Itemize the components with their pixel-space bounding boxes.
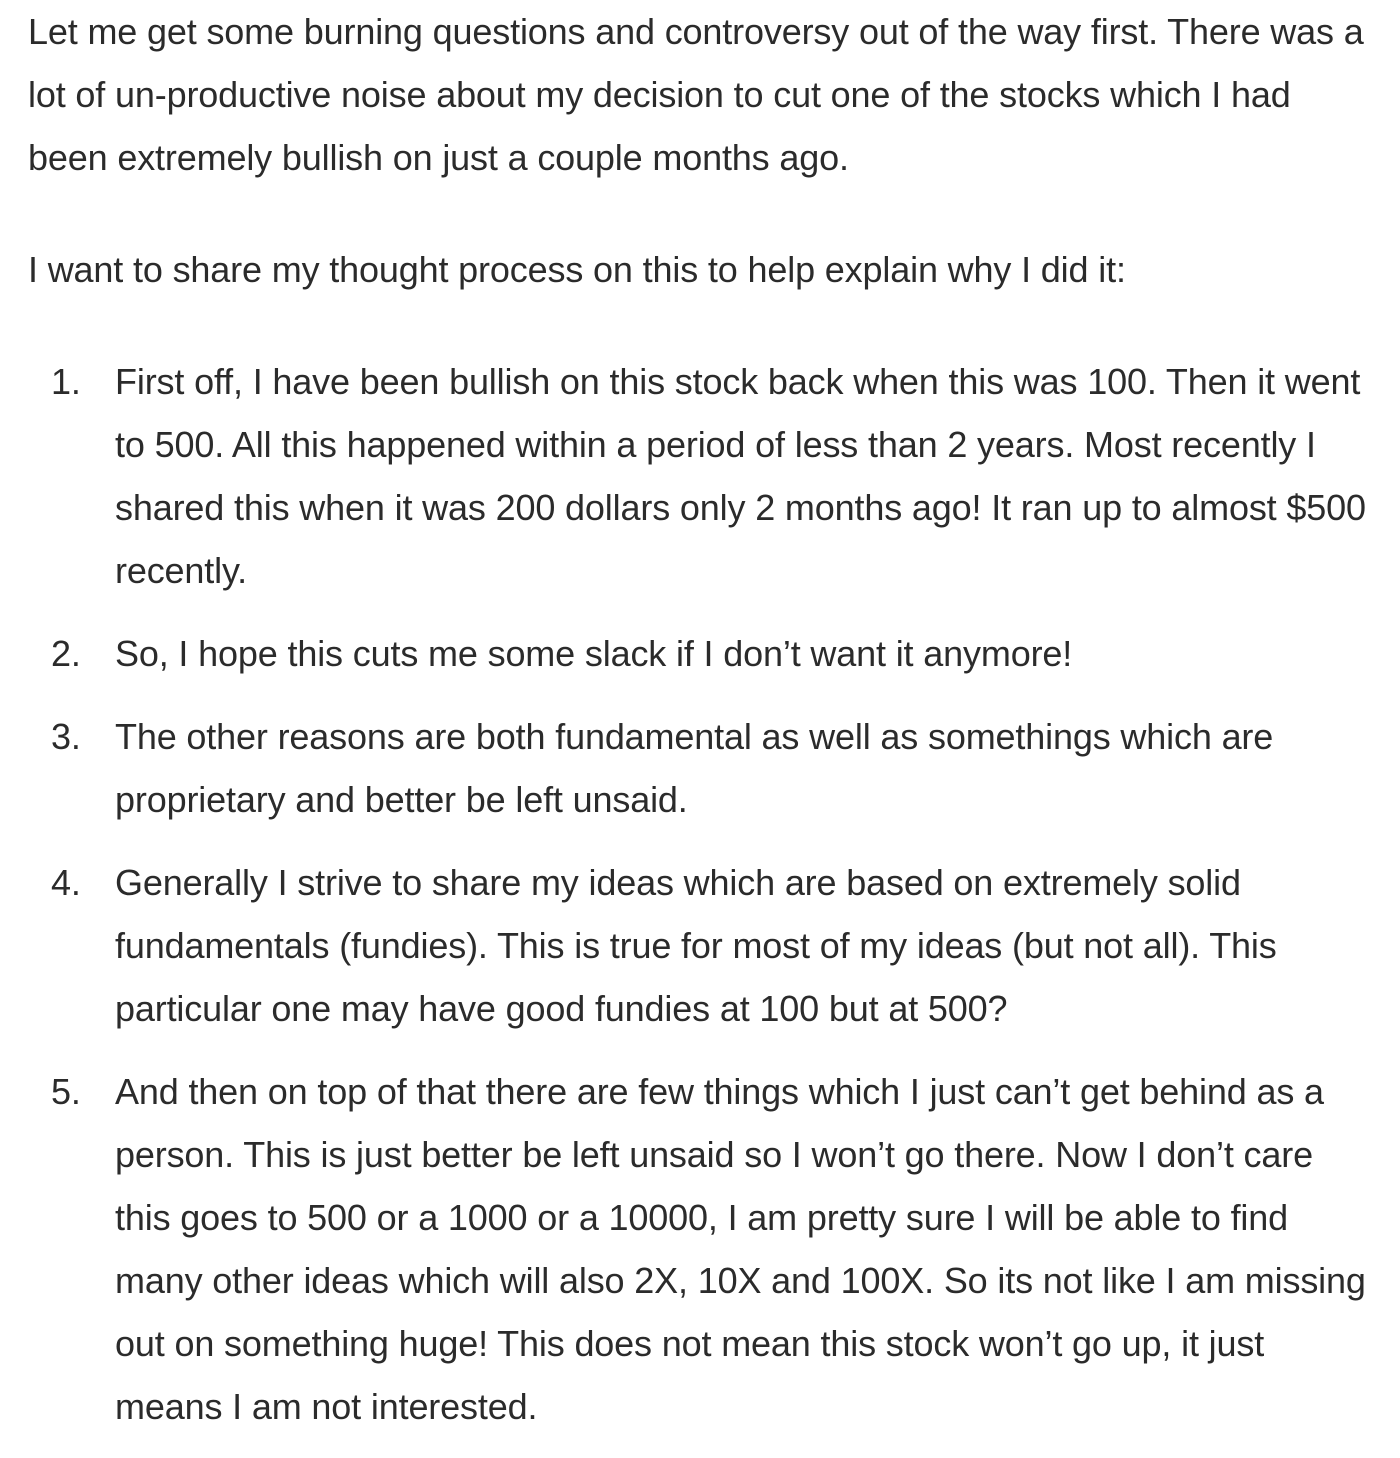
- intro-paragraph: Let me get some burning questions and controversy out of the way first. There was a lot of un-productive noise about my decision to cut one of the stocks which I had been extremely bullish on just a couple months ago.: [28, 11, 1364, 178]
- list-item-number: 4.: [51, 862, 81, 903]
- list-item: [28, 350, 1378, 602]
- article-body: [28, 0, 1378, 1458]
- list-item-text: Generally I strive to share my ideas which are based on extremely solid fundamentals (fundies). This is true for most of my ideas (but not all). This particular one may have good fundies at 100 but at 500?: [115, 862, 1277, 1029]
- list-item: [28, 851, 1378, 1040]
- list-item-number: 5.: [51, 1071, 81, 1112]
- list-item: [28, 1060, 1378, 1438]
- lead-paragraph: I want to share my thought process on this to help explain why I did it:: [28, 249, 1126, 290]
- list-item-text: So, I hope this cuts me some slack if I don’t want it anymore!: [115, 633, 1073, 674]
- list-item-text: First off, I have been bullish on this stock back when this was 100. Then it went to 500. All this happened within a period of less than 2 years. Most recently I shared this when it was 200 dollars only 2 months ago! It ran up to almost $500 recently.: [115, 361, 1366, 591]
- reasons-list: [28, 350, 1378, 1438]
- list-item: [28, 622, 1378, 685]
- list-item: [28, 705, 1378, 831]
- list-item-number: 1.: [51, 361, 81, 402]
- list-item-text: And then on top of that there are few things which I just can’t get behind as a person. This is just better be left unsaid so I won’t go there. Now I don’t care this goes to 500 or a 1000 or a 10000, I am pretty sure I will be able to find many other ideas which will also 2X, 10X and 100X. So its not like I am missing out on something huge! This does not mean this stock won’t go up, it just means I am not interested.: [115, 1071, 1366, 1427]
- list-item-number: 2.: [51, 633, 81, 674]
- list-item-number: 3.: [51, 716, 81, 757]
- list-item-text: The other reasons are both fundamental as well as somethings which are proprietary and better be left unsaid.: [115, 716, 1274, 820]
